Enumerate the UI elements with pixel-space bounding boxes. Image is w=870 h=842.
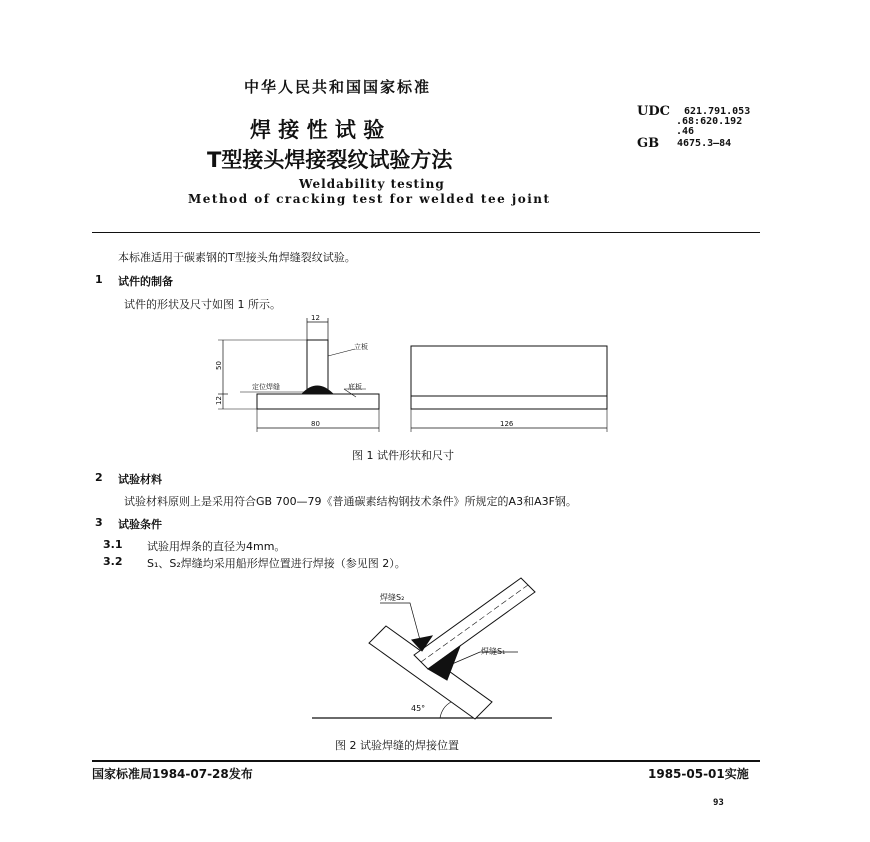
udc-label: UDC	[637, 104, 670, 119]
figure-1-caption: 图 1 试件形状和尺寸	[352, 449, 454, 462]
section-2-title: 试验材料	[118, 473, 162, 486]
label-weld-s2: 焊缝S₂	[380, 593, 405, 602]
section-2-text: 试验材料原则上是采用符合GB 700—79《普通碳素结构钢技术条件》所规定的A3和A3F钢。	[124, 495, 577, 508]
footer-rule	[92, 760, 760, 762]
base-plate-shape	[257, 394, 379, 409]
title-en-main: Weldability testing	[299, 177, 445, 191]
clause-3-1-text: 试验用焊条的直径为4mm。	[147, 540, 286, 553]
section-1-number: 1	[95, 273, 103, 286]
gb-label: GB	[637, 136, 660, 151]
page-number: 93	[713, 798, 724, 808]
dim-width-label: 80	[311, 420, 320, 428]
udc-code-3: .46	[676, 126, 695, 137]
udc-code-1: 621.791.053	[684, 106, 751, 117]
effective-date: 1985-05-01实施	[648, 767, 749, 781]
dim-top-label: 12	[311, 314, 320, 322]
figure-2-caption: 图 2 试验焊缝的焊接位置	[335, 739, 459, 752]
section-3-title: 试验条件	[118, 518, 162, 531]
header-rule	[92, 232, 760, 233]
section-2-number: 2	[95, 471, 103, 484]
title-cn-main: 焊 接 性 试 验	[250, 118, 385, 142]
label-base-plate: 底板	[348, 383, 362, 391]
section-3-number: 3	[95, 516, 103, 529]
gb-code: 4675.3—84	[677, 138, 732, 149]
side-view-riser-shape	[411, 346, 607, 396]
udc-code-2: .68:620.192	[676, 116, 743, 127]
side-view-base-shape	[411, 396, 607, 409]
label-tack-weld: 定位焊缝	[252, 383, 280, 391]
section-1-text: 试件的形状及尺寸如图 1 所示。	[124, 298, 281, 311]
clause-3-2-text: S₁、S₂焊缝均采用船形焊位置进行焊接（参见图 2）。	[147, 557, 406, 570]
figure-1	[200, 310, 620, 450]
title-cn-sub: T型接头焊接裂纹试验方法	[207, 148, 453, 172]
figure-2	[300, 575, 570, 725]
dim-height-label: 50	[215, 361, 223, 370]
dim-length-label: 126	[500, 420, 514, 428]
inclined-base-plate	[369, 626, 492, 719]
section-1-title: 试件的制备	[118, 275, 173, 288]
label-weld-s1: 焊缝S₁	[481, 647, 506, 656]
label-riser: 立板	[354, 343, 368, 351]
angle-label: 45°	[411, 704, 426, 713]
clause-3-1-number: 3.1	[103, 538, 123, 551]
title-en-sub: Method of cracking test for welded tee joint	[188, 192, 551, 206]
issuing-body: 中华人民共和国国家标准	[244, 78, 432, 96]
dim-base-label: 12	[215, 396, 223, 405]
issue-date: 国家标准局1984-07-28发布	[92, 767, 253, 781]
clause-3-2-number: 3.2	[103, 555, 123, 568]
intro-text: 本标准适用于碳素钢的T型接头角焊缝裂纹试验。	[118, 251, 356, 264]
